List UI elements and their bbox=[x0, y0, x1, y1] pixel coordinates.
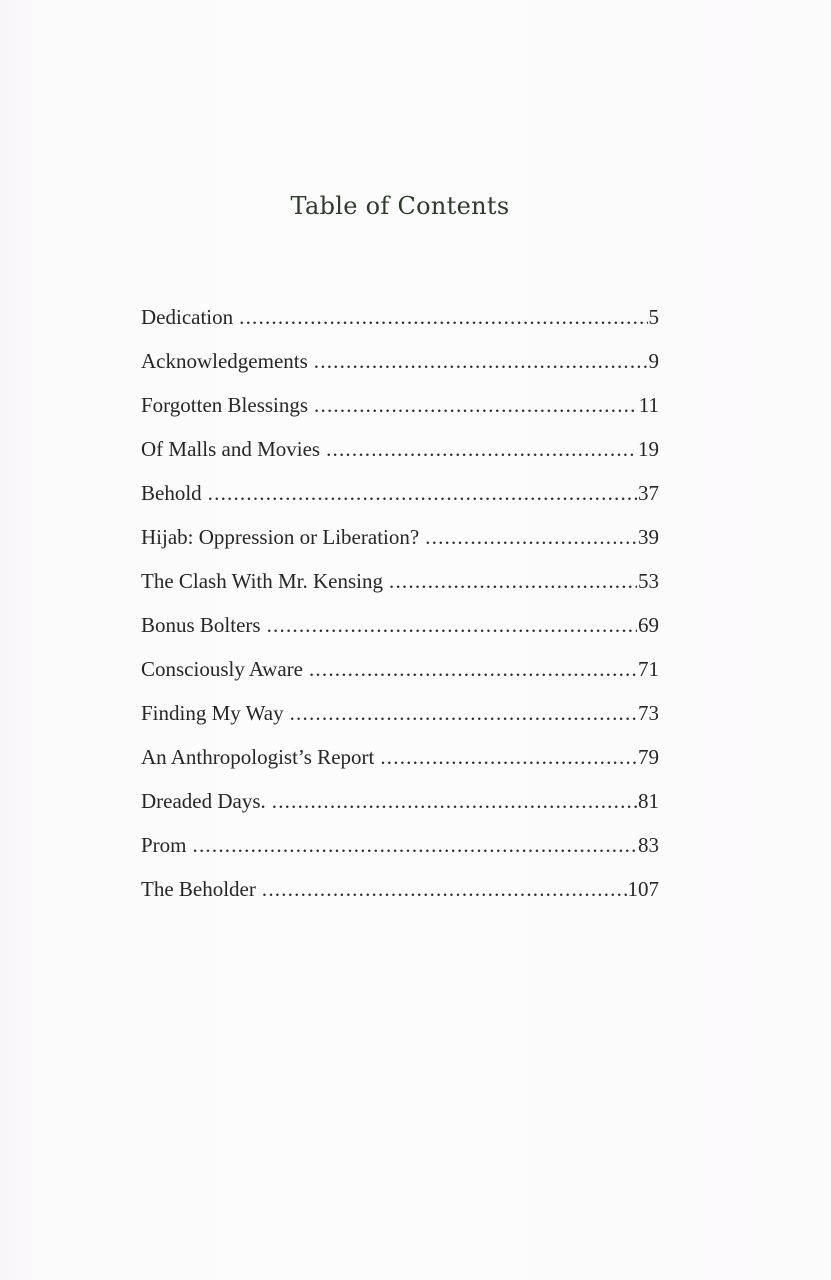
toc-entry-label: Of Malls and Movies bbox=[141, 437, 321, 461]
toc-entry-label: The Clash With Mr. Kensing bbox=[141, 569, 384, 593]
toc-leader-dots bbox=[239, 305, 647, 330]
toc-entry-page: 83 bbox=[638, 833, 659, 857]
toc-entry-label: Acknowledgements bbox=[141, 349, 308, 373]
toc-entry bbox=[141, 569, 659, 613]
toc-leader-dots bbox=[208, 481, 637, 506]
toc-list bbox=[141, 305, 659, 921]
toc-entry bbox=[141, 877, 659, 921]
toc-entry bbox=[141, 349, 659, 393]
toc-entry-label: Dreaded Days. bbox=[141, 789, 266, 813]
toc-entry-label: Bonus Bolters bbox=[141, 613, 261, 637]
toc-entry bbox=[141, 701, 659, 745]
toc-entry-page: 73 bbox=[638, 701, 659, 725]
toc-entry-page: 19 bbox=[638, 437, 659, 461]
toc-entry-label: An Anthropologist’s Report bbox=[141, 745, 375, 769]
toc-entry bbox=[141, 789, 659, 833]
toc-entry-label: Forgotten Blessings bbox=[141, 393, 309, 417]
toc-entry-page: 69 bbox=[638, 613, 659, 637]
toc-entry-label: Prom bbox=[141, 833, 187, 857]
toc-leader-dots bbox=[314, 349, 648, 374]
toc-entry-page: 79 bbox=[638, 745, 659, 769]
toc-entry-page: 11 bbox=[638, 393, 659, 417]
toc-entry-page: 37 bbox=[638, 481, 659, 505]
toc-leader-dots bbox=[193, 833, 637, 858]
toc-entry-page: 39 bbox=[638, 525, 659, 549]
toc-leader-dots bbox=[326, 437, 637, 462]
toc-leader-dots bbox=[314, 393, 638, 418]
toc-entry bbox=[141, 525, 659, 569]
toc-entry-page: 81 bbox=[638, 789, 659, 813]
toc-entry bbox=[141, 437, 659, 481]
toc-entry bbox=[141, 481, 659, 525]
toc-leader-dots bbox=[262, 877, 627, 902]
toc-entry-label: The Beholder bbox=[141, 877, 256, 901]
toc-entry-label: Finding My Way bbox=[141, 701, 284, 725]
toc-entry-page: 5 bbox=[648, 305, 659, 329]
toc-entry bbox=[141, 657, 659, 701]
toc-entry-page: 71 bbox=[638, 657, 659, 681]
toc-leader-dots bbox=[309, 657, 637, 682]
toc-entry-page: 9 bbox=[648, 349, 659, 373]
toc-leader-dots bbox=[389, 569, 637, 594]
toc-entry-page: 53 bbox=[638, 569, 659, 593]
toc-leader-dots bbox=[380, 745, 637, 770]
page-title: Table of Contents bbox=[290, 192, 510, 220]
toc-entry bbox=[141, 393, 659, 437]
toc-entry-label: Hijab: Oppression or Liberation? bbox=[141, 525, 420, 549]
toc-entry bbox=[141, 833, 659, 877]
toc-entry-label: Dedication bbox=[141, 305, 234, 329]
toc-leader-dots bbox=[290, 701, 637, 726]
toc-leader-dots bbox=[272, 789, 637, 814]
toc-entry-page: 107 bbox=[627, 877, 659, 901]
toc-entry-label: Consciously Aware bbox=[141, 657, 303, 681]
toc-leader-dots bbox=[425, 525, 637, 550]
toc-entry bbox=[141, 305, 659, 349]
toc-entry bbox=[141, 613, 659, 657]
toc-leader-dots bbox=[267, 613, 637, 638]
toc-entry bbox=[141, 745, 659, 789]
toc-entry-label: Behold bbox=[141, 481, 202, 505]
